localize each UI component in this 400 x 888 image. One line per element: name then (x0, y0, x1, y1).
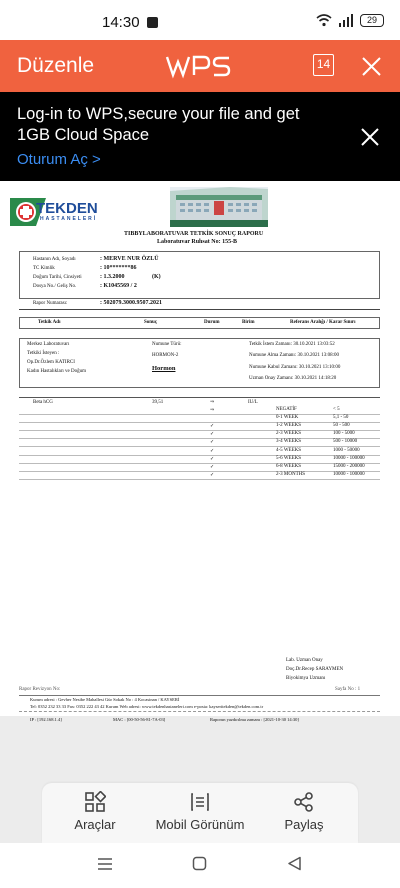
status-time: 14:30 (102, 14, 140, 31)
reference-status: ✓ (210, 456, 215, 462)
department: Kadın Hastalıkları ve Doğum (27, 369, 87, 374)
login-link[interactable]: Oturum Aç > (17, 151, 101, 168)
dob-label: Doğum Tarihi, Cinsiyeti (33, 275, 82, 280)
report-number: : 502079.3000.9507.2021 (100, 300, 162, 306)
close-icon[interactable] (361, 56, 382, 77)
signature-line2: Doç.Dr.Recep SARAYMEN (286, 667, 344, 672)
reference-range: 15000 - 200000 (333, 463, 365, 469)
reference-status: ✓ (210, 424, 215, 430)
footer-printed: Raporun yazdırılma zamanı : [2021-10-30 14:30] (210, 717, 299, 722)
page-number: Sayfa No : 1 (335, 687, 361, 692)
sample-type-value: HORMON-2 (152, 353, 179, 358)
reference-status: ⇒ (210, 408, 215, 413)
request-time: Tetkik İstem Zamanı: 30.10.2021 13:03:52 (249, 342, 335, 347)
reference-range: < 5 (333, 407, 340, 412)
footer-ip: IP : [192.168.1.4] (30, 717, 62, 722)
mobile-view-label: Mobil Görünüm (155, 817, 245, 832)
file-label: Dosya No./ Geliş No. (33, 284, 77, 289)
reference-row-line (19, 430, 380, 431)
reference-label: 0-1 WEEK (276, 415, 299, 421)
footer-contact: Tel: 0352 232 33 33 Fax: 0352 222 43 42 Kurum Web adresi: www.tekdenhastaneleri.com e-posta: kayseritekden@tekden.com.tr (30, 704, 264, 709)
accept-time: Numune Kabul Zamanı: 30.10.2021 13:10:00 (249, 365, 341, 370)
reference-range: 100 - 5000 (333, 431, 355, 437)
reference-label: 1-2 WEEKS (276, 423, 302, 429)
reference-range: 500 - 10000 (333, 439, 358, 445)
reference-status: ✓ (210, 440, 215, 446)
result-top-line (19, 397, 380, 398)
reference-label: 2-3 WEEKS (276, 431, 302, 437)
revision-label: Rapor Revizyon No: (19, 687, 61, 692)
reference-label: 4-5 WEEKS (276, 447, 302, 453)
file-value: : K1045569 / 2 (100, 283, 137, 289)
col-reference: Referans Aralığı / Karar Sınırı (290, 320, 356, 325)
footer-divider (19, 695, 380, 696)
reference-range: 50 - 500 (333, 423, 350, 429)
sample-time: Numune Alma Zamanı: 30.10.2021 13:08:00 (249, 353, 339, 358)
reference-row-line (19, 471, 380, 472)
report-number-label: Rapor Numarası: (33, 301, 68, 306)
col-result: Sonuç (144, 320, 158, 325)
system-navigation-bar (0, 843, 400, 888)
document-page (0, 181, 400, 722)
reference-row-line (19, 414, 380, 415)
logo-text: TEKDEN (36, 200, 98, 217)
patient-name-label: Hastanın Adı, Soyadı (33, 257, 76, 262)
footer-divider-2 (19, 711, 380, 712)
test-group: Hormon (152, 365, 176, 372)
reference-row-line (19, 479, 380, 480)
tc-value: : 10*******86 (100, 265, 137, 271)
reference-status: ✓ (210, 464, 215, 470)
logo-subtext: HASTANELERİ (40, 216, 98, 222)
reference-row-line (19, 455, 380, 456)
sex-value: (K) (152, 274, 161, 280)
menu-nav-icon[interactable] (97, 857, 113, 871)
footer-address: Kurum adresi : Gevher Nesibe Mahallesi Gür Sokak No : 4 Kocasinan / KAYSERİ (30, 697, 180, 702)
signature-line1: Lab. Uzman Onay (286, 658, 323, 663)
app-notification-icon (147, 17, 158, 28)
reference-label: 3-4 WEEKS (276, 439, 302, 445)
dob-value: : 1.3.2000 (100, 274, 125, 280)
reference-row-line (19, 446, 380, 447)
result-unit: IU/L (248, 400, 258, 405)
report-title: TIBBYLABORATUVAR TETKİK SONUÇ RAPORU (124, 231, 264, 237)
battery-icon: 29 (360, 14, 384, 27)
reference-label: 6-8 WEEKS (276, 463, 302, 469)
patient-name: : MERVE NUR ÖZLÜ (100, 256, 159, 262)
top-toolbar (0, 40, 400, 92)
bottom-action-bar (42, 783, 358, 843)
requester-label: Tetkiki İsteyen : (27, 351, 60, 356)
sample-type-label: Numune Türü: (152, 342, 182, 347)
result-value: 39,51 (152, 400, 164, 405)
banner-text: Log-in to WPS,secure your file and get 1GB Cloud Space (17, 105, 300, 144)
reference-status: ✓ (210, 472, 215, 478)
col-status: Durum (204, 320, 220, 325)
reference-status: ✓ (210, 432, 215, 438)
mobile-view-button[interactable] (150, 791, 250, 832)
signature-line3: Biyokimya Uzmanı (286, 676, 326, 681)
document-viewer[interactable] (0, 181, 400, 751)
reference-label: 2-3 MONTHS (276, 471, 306, 477)
col-unit: Birim (242, 320, 255, 325)
reference-row-line (19, 438, 380, 439)
reference-range: 5,1 - 50 (333, 415, 349, 421)
page-count-button[interactable]: 14 (313, 54, 334, 76)
tools-label: Araçlar (74, 817, 116, 832)
banner-close-icon[interactable] (360, 127, 380, 147)
reference-range: 1000 - 50000 (333, 447, 360, 453)
reference-row-line (19, 422, 380, 423)
wifi-icon (316, 13, 332, 27)
footer-mac: MAC : [00-50-56-81-7A-03] (113, 717, 166, 722)
share-icon (293, 791, 315, 813)
back-nav-icon[interactable] (287, 856, 302, 871)
mobile-view-icon (189, 791, 211, 813)
license-number: Laboratuvar Ruhsat No: 155-B (157, 239, 238, 245)
login-banner (0, 92, 400, 181)
signal-icon (338, 14, 354, 27)
reference-range: 10000 - 100000 (333, 455, 365, 461)
reference-row-line (19, 463, 380, 464)
share-button[interactable] (254, 791, 354, 832)
approve-time: Uzman Onay Zamanı: 30.10.2021 14:18:20 (249, 376, 337, 381)
wps-logo-icon (165, 53, 233, 79)
tc-label: TC Kimlik (33, 266, 55, 271)
divider (19, 309, 380, 310)
tools-button[interactable] (45, 791, 145, 832)
doctor-name: Op.Dr.Özlem KATIRCI (27, 360, 75, 365)
status-bar (0, 0, 400, 40)
share-label: Paylaş (284, 817, 324, 832)
tools-icon (84, 791, 106, 813)
reference-status: ✓ (210, 448, 215, 454)
lab-name: Merkez Laboratuvarı (27, 342, 70, 347)
result-arrow: ⇒ (210, 400, 215, 405)
reference-label: NEGATİF (276, 407, 297, 412)
reference-range: 10000 - 100000 (333, 471, 365, 477)
result-test-name: Beta hCG (33, 400, 53, 405)
hospital-building-image (170, 187, 268, 227)
reference-label: 5-6 WEEKS (276, 455, 302, 461)
home-nav-icon[interactable] (192, 856, 207, 871)
col-test: Tetkik Adı (38, 320, 61, 325)
edit-button[interactable]: Düzenle (17, 54, 95, 77)
